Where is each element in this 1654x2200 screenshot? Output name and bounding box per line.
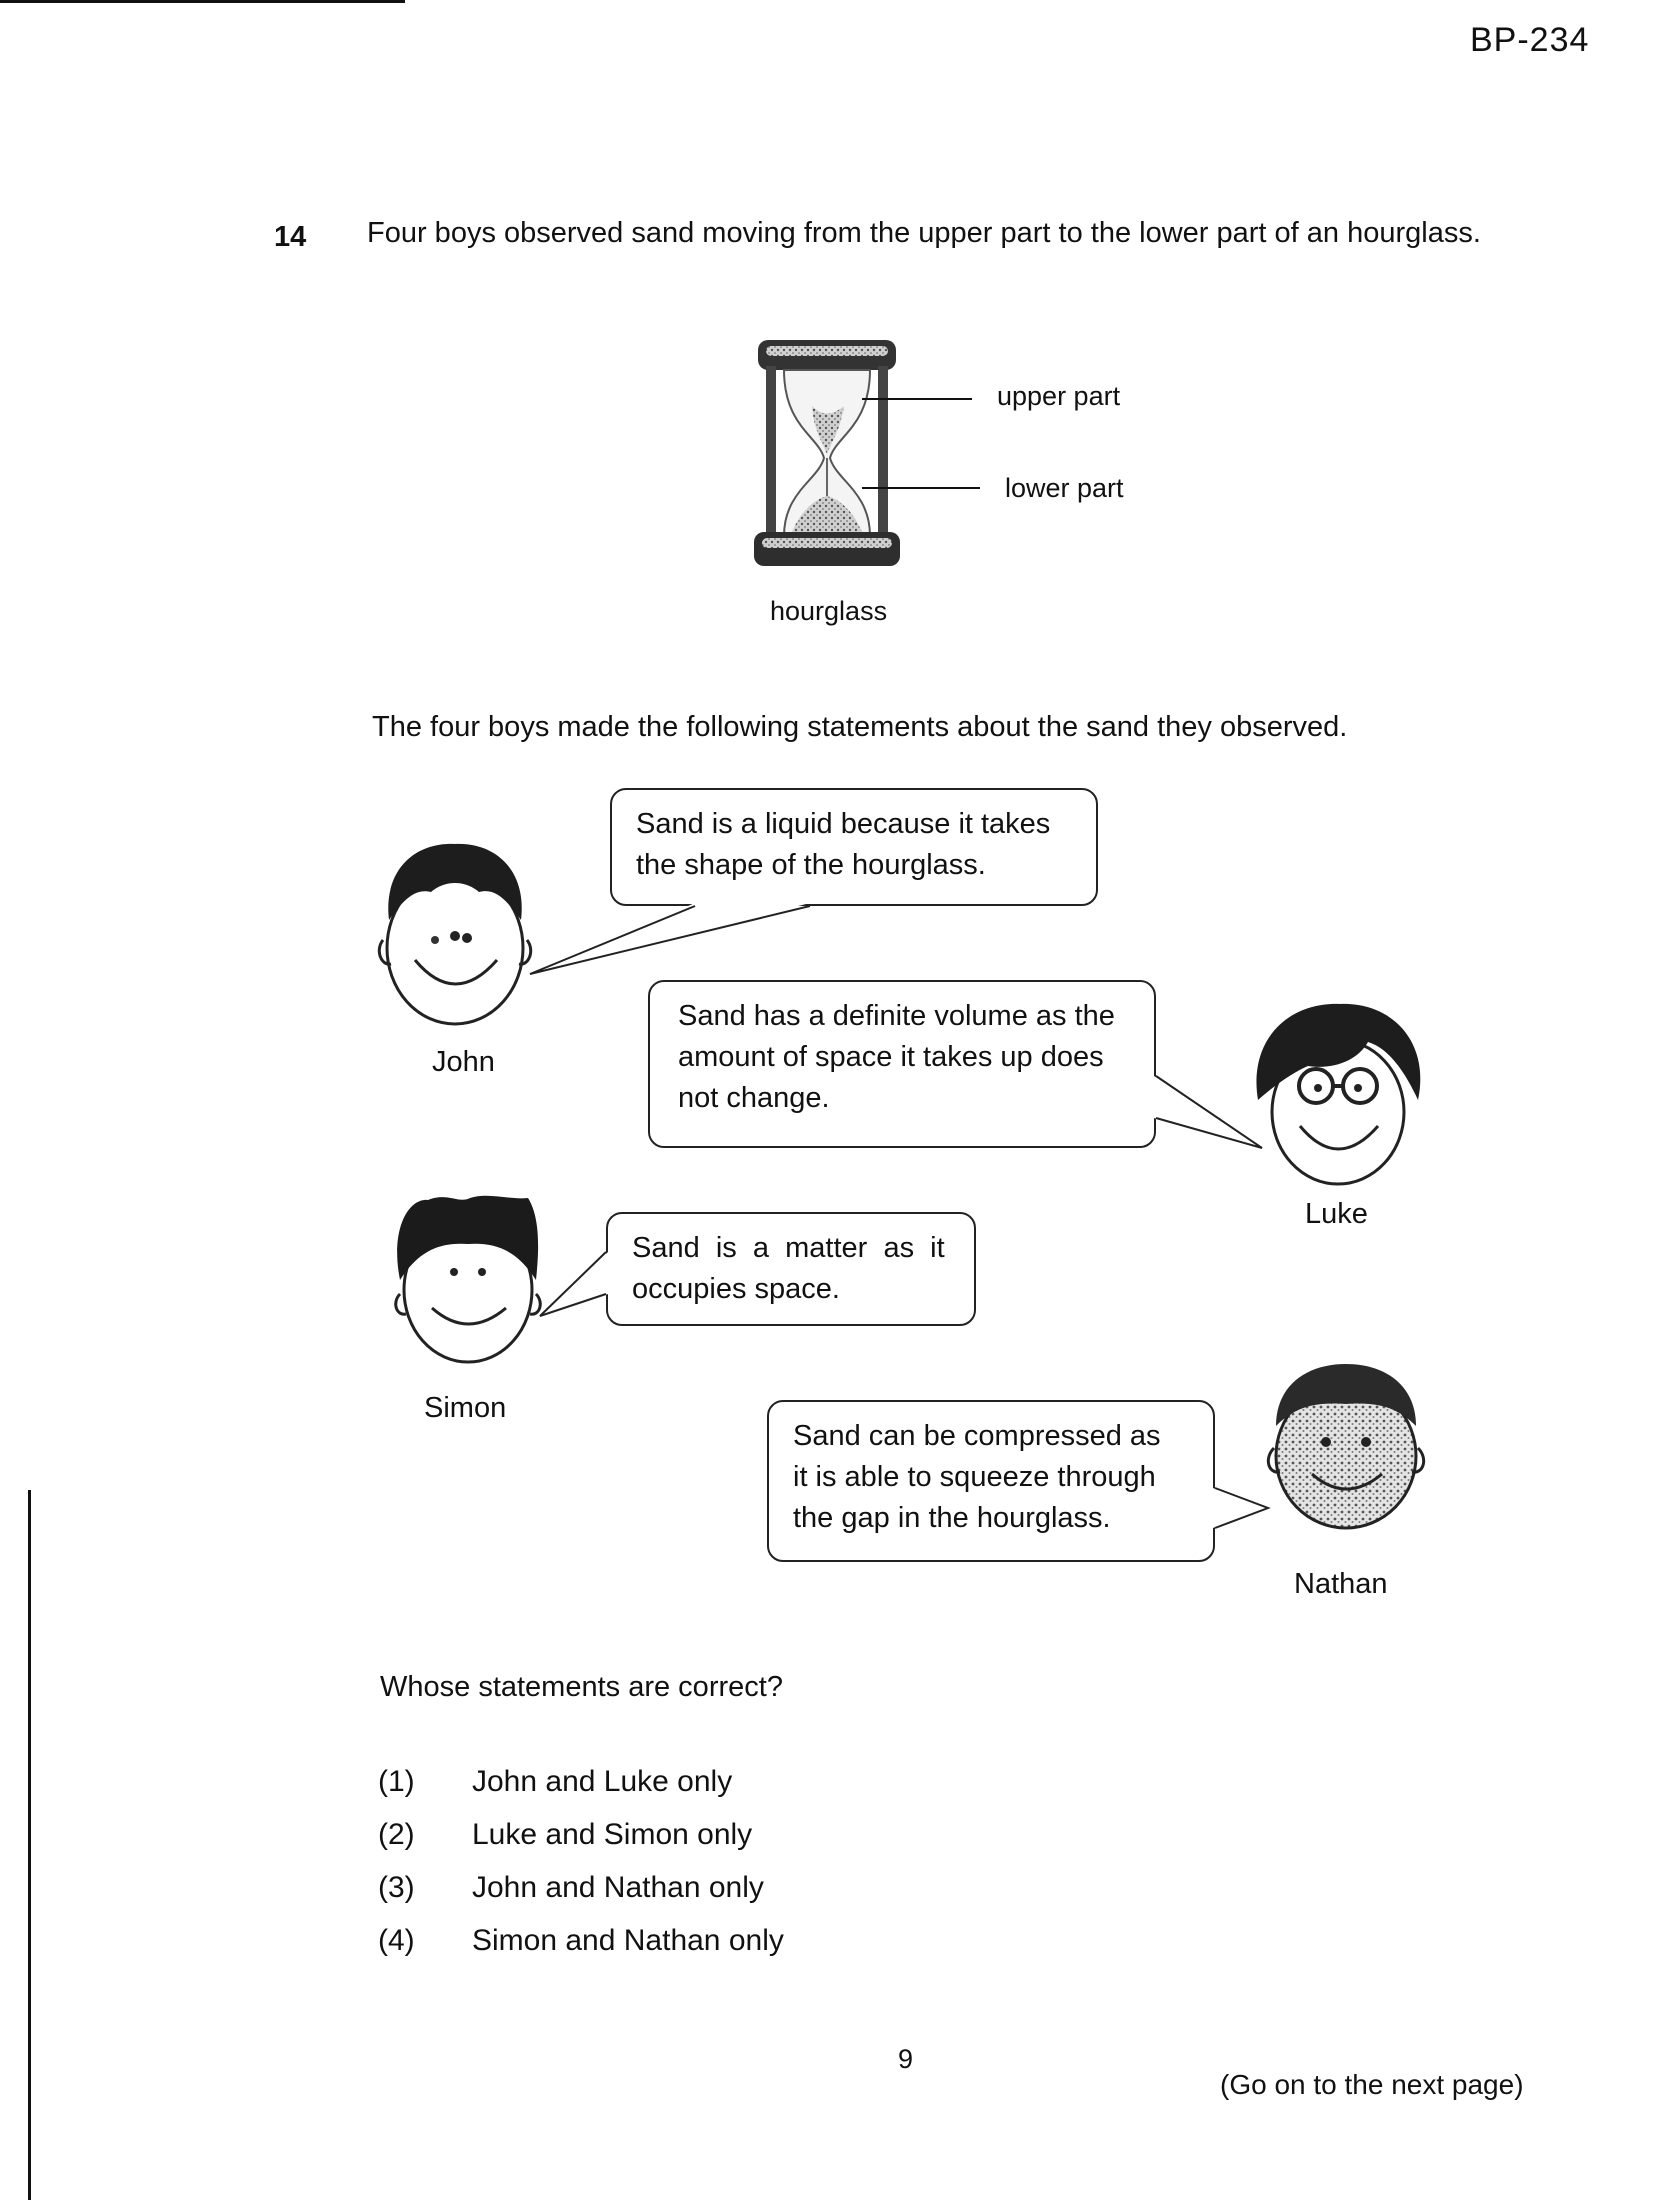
nathan-statement-line-1: Sand can be compressed as [793, 1420, 1161, 1452]
hourglass-caption: hourglass [770, 596, 888, 626]
luke-statement-line-2: amount of space it takes up does [678, 1041, 1104, 1073]
simon-name: Simon [424, 1392, 507, 1424]
option-1-text: John and Luke only [472, 1765, 733, 1798]
nathan-statement-line-2: it is able to squeeze through [793, 1461, 1156, 1493]
option-1-number: (1) [378, 1765, 415, 1798]
lower-part-label: lower part [1005, 473, 1124, 503]
john-statement-line-1: Sand is a liquid because it takes [636, 808, 1051, 840]
option-2-text: Luke and Simon only [472, 1818, 753, 1851]
option-3-text: John and Nathan only [472, 1871, 764, 1904]
john-name: John [432, 1046, 495, 1078]
simon-statement-line-2: occupies space. [632, 1273, 840, 1305]
simon-statement-line-1: Sand is a matter as it [632, 1232, 945, 1264]
luke-statement-line-1: Sand has a definite volume as the [678, 1000, 1115, 1032]
question-number: 14 [274, 221, 307, 253]
question-stem: Four boys observed sand moving from the upper part to the lower part of an hourglass. [367, 217, 1481, 249]
luke-name: Luke [1305, 1198, 1368, 1230]
option-3-number: (3) [378, 1871, 415, 1904]
option-4-number: (4) [378, 1924, 415, 1957]
option-2-number: (2) [378, 1818, 415, 1851]
luke-statement-line-3: not change. [678, 1082, 830, 1114]
john-statement-line-2: the shape of the hourglass. [636, 849, 986, 881]
upper-part-label: upper part [997, 381, 1121, 411]
paper-code: BP-234 [1470, 21, 1590, 59]
statements-intro: The four boys made the following statements about the sand they observed. [372, 711, 1348, 743]
nathan-statement-line-3: the gap in the hourglass. [793, 1502, 1111, 1534]
page-number: 9 [898, 2044, 914, 2074]
continue-note: (Go on to the next page) [1220, 2069, 1524, 2100]
nathan-name: Nathan [1294, 1568, 1388, 1600]
question-prompt: Whose statements are correct? [380, 1671, 783, 1703]
option-4-text: Simon and Nathan only [472, 1924, 784, 1957]
